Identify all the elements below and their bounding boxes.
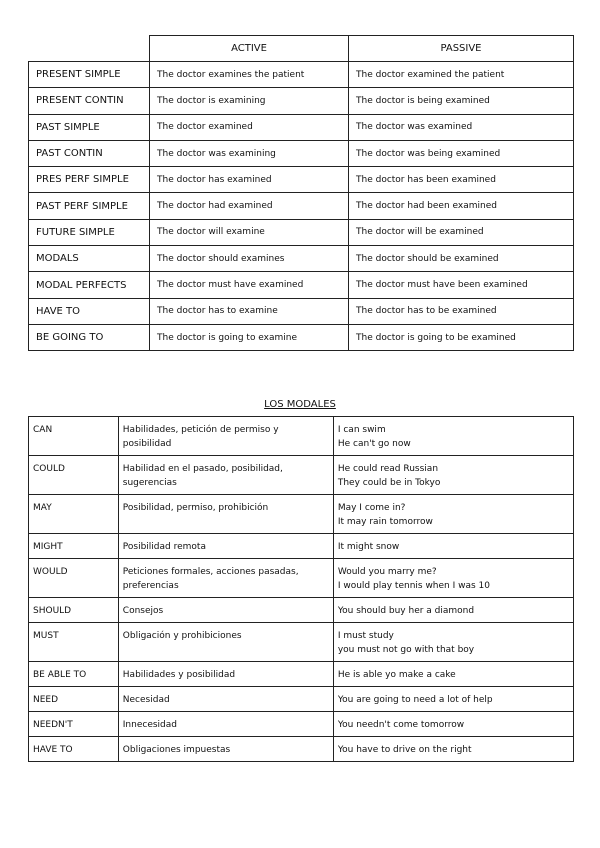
modal-verb: NEED (29, 687, 119, 712)
passive-sentence: The doctor will be examined (349, 219, 574, 245)
tenses-table (28, 35, 574, 351)
passive-sentence: The doctor is being examined (349, 88, 574, 114)
modal-row (29, 417, 574, 456)
modal-meaning (118, 712, 333, 737)
modal-examples (333, 559, 573, 598)
meaning-line: Obligación y prohibiciones (122, 631, 242, 641)
active-sentence: The doctor had examined (150, 193, 349, 219)
modal-meaning (118, 687, 333, 712)
modal-examples (333, 534, 573, 559)
example-line: You needn't come tomorrow (337, 720, 465, 730)
active-sentence: The doctor was examining (150, 140, 349, 166)
modal-row (29, 559, 574, 598)
modal-row (29, 623, 574, 662)
tenses-header-row (29, 36, 574, 62)
modal-meaning (118, 623, 333, 662)
tenses-header-blank (29, 36, 150, 62)
passive-sentence: The doctor has to be examined (349, 298, 574, 324)
active-sentence: The doctor must have examined (150, 272, 349, 298)
passive-sentence: The doctor had been examined (349, 193, 574, 219)
modal-meaning (118, 417, 333, 456)
active-sentence: The doctor should examines (150, 246, 349, 272)
modal-row (29, 737, 574, 762)
modal-verb: COULD (29, 456, 119, 495)
modal-meaning (118, 495, 333, 534)
meaning-line: sugerencias (122, 478, 177, 488)
tense-row (29, 62, 574, 88)
meaning-line: Peticiones formales, acciones pasadas, (122, 567, 299, 577)
meaning-line: Posibilidad, permiso, prohibición (122, 503, 269, 513)
modals-table (28, 416, 574, 762)
modal-meaning (118, 534, 333, 559)
modal-examples (333, 598, 573, 623)
modal-verb: MUST (29, 623, 119, 662)
modal-meaning (118, 662, 333, 687)
modal-meaning (118, 559, 333, 598)
meaning-line: Habilidades, petición de permiso y (122, 425, 279, 435)
active-sentence: The doctor has to examine (150, 298, 349, 324)
modal-examples (333, 662, 573, 687)
active-sentence: The doctor is going to examine (150, 324, 349, 350)
passive-sentence: The doctor was examined (349, 114, 574, 140)
tense-row (29, 324, 574, 350)
passive-sentence: The doctor has been examined (349, 167, 574, 193)
tense-row (29, 167, 574, 193)
modal-row (29, 687, 574, 712)
passive-sentence: The doctor is going to be examined (349, 324, 574, 350)
modal-verb: CAN (29, 417, 119, 456)
modals-body (29, 417, 574, 762)
modal-row (29, 712, 574, 737)
example-line: It might snow (337, 542, 400, 552)
active-sentence: The doctor examines the patient (150, 62, 349, 88)
tense-name: FUTURE SIMPLE (29, 219, 150, 245)
tense-name: PRESENT CONTIN (29, 88, 150, 114)
modal-meaning (118, 737, 333, 762)
meaning-line: Innecesidad (122, 720, 177, 730)
example-line: It may rain tomorrow (337, 517, 433, 527)
tense-name: BE GOING TO (29, 324, 150, 350)
passive-sentence: The doctor must have been examined (349, 272, 574, 298)
example-line: you must not go with that boy (337, 645, 475, 655)
modal-verb: BE ABLE TO (29, 662, 119, 687)
tense-name: MODALS (29, 246, 150, 272)
tense-row (29, 298, 574, 324)
active-sentence: The doctor will examine (150, 219, 349, 245)
tense-name: HAVE TO (29, 298, 150, 324)
example-line: You have to drive on the right (337, 745, 472, 755)
example-line: You should buy her a diamond (337, 606, 475, 616)
tenses-header-passive: PASSIVE (349, 36, 574, 62)
tenses-body (29, 62, 574, 351)
active-sentence: The doctor is examining (150, 88, 349, 114)
meaning-line: Habilidad en el pasado, posibilidad, (122, 464, 283, 474)
meaning-line: Obligaciones impuestas (122, 745, 231, 755)
example-line: Would you marry me? (337, 567, 437, 577)
tense-row (29, 272, 574, 298)
example-line: I can swim (337, 425, 386, 435)
example-line: May I come in? (337, 503, 406, 513)
modal-examples (333, 687, 573, 712)
modal-verb: MIGHT (29, 534, 119, 559)
meaning-line: posibilidad (122, 439, 172, 449)
passive-sentence: The doctor examined the patient (349, 62, 574, 88)
modal-row (29, 598, 574, 623)
tense-name: PAST PERF SIMPLE (29, 193, 150, 219)
modal-verb: NEEDN'T (29, 712, 119, 737)
example-line: I must study (337, 631, 394, 641)
modal-examples (333, 737, 573, 762)
modal-examples (333, 417, 573, 456)
meaning-line: Posibilidad remota (122, 542, 206, 552)
passive-sentence: The doctor should be examined (349, 246, 574, 272)
modal-examples (333, 712, 573, 737)
modals-title: LOS MODALES (264, 399, 336, 410)
modal-examples (333, 495, 573, 534)
modal-examples (333, 623, 573, 662)
tenses-header-active: ACTIVE (150, 36, 349, 62)
meaning-line: preferencias (122, 581, 179, 591)
modal-verb: WOULD (29, 559, 119, 598)
modal-row (29, 662, 574, 687)
example-line: He is able yo make a cake (337, 670, 456, 680)
example-line: He could read Russian (337, 464, 439, 474)
tense-row (29, 88, 574, 114)
modal-verb: MAY (29, 495, 119, 534)
tense-row (29, 246, 574, 272)
meaning-line: Necesidad (122, 695, 170, 705)
passive-sentence: The doctor was being examined (349, 140, 574, 166)
modal-meaning (118, 456, 333, 495)
tense-name: PAST CONTIN (29, 140, 150, 166)
example-line: I would play tennis when I was 10 (337, 581, 491, 591)
modal-row (29, 495, 574, 534)
tense-row (29, 114, 574, 140)
tense-row (29, 193, 574, 219)
tense-row (29, 219, 574, 245)
tense-name: PAST SIMPLE (29, 114, 150, 140)
meaning-line: Consejos (122, 606, 164, 616)
tense-name: PRESENT SIMPLE (29, 62, 150, 88)
example-line: He can't go now (337, 439, 411, 449)
example-line: They could be in Tokyo (337, 478, 441, 488)
active-sentence: The doctor examined (150, 114, 349, 140)
tense-name: MODAL PERFECTS (29, 272, 150, 298)
example-line: You are going to need a lot of help (337, 695, 493, 705)
modal-row (29, 456, 574, 495)
modal-verb: SHOULD (29, 598, 119, 623)
modal-row (29, 534, 574, 559)
modal-meaning (118, 598, 333, 623)
meaning-line: Habilidades y posibilidad (122, 670, 236, 680)
tense-row (29, 140, 574, 166)
modal-verb: HAVE TO (29, 737, 119, 762)
tense-name: PRES PERF SIMPLE (29, 167, 150, 193)
modal-examples (333, 456, 573, 495)
active-sentence: The doctor has examined (150, 167, 349, 193)
